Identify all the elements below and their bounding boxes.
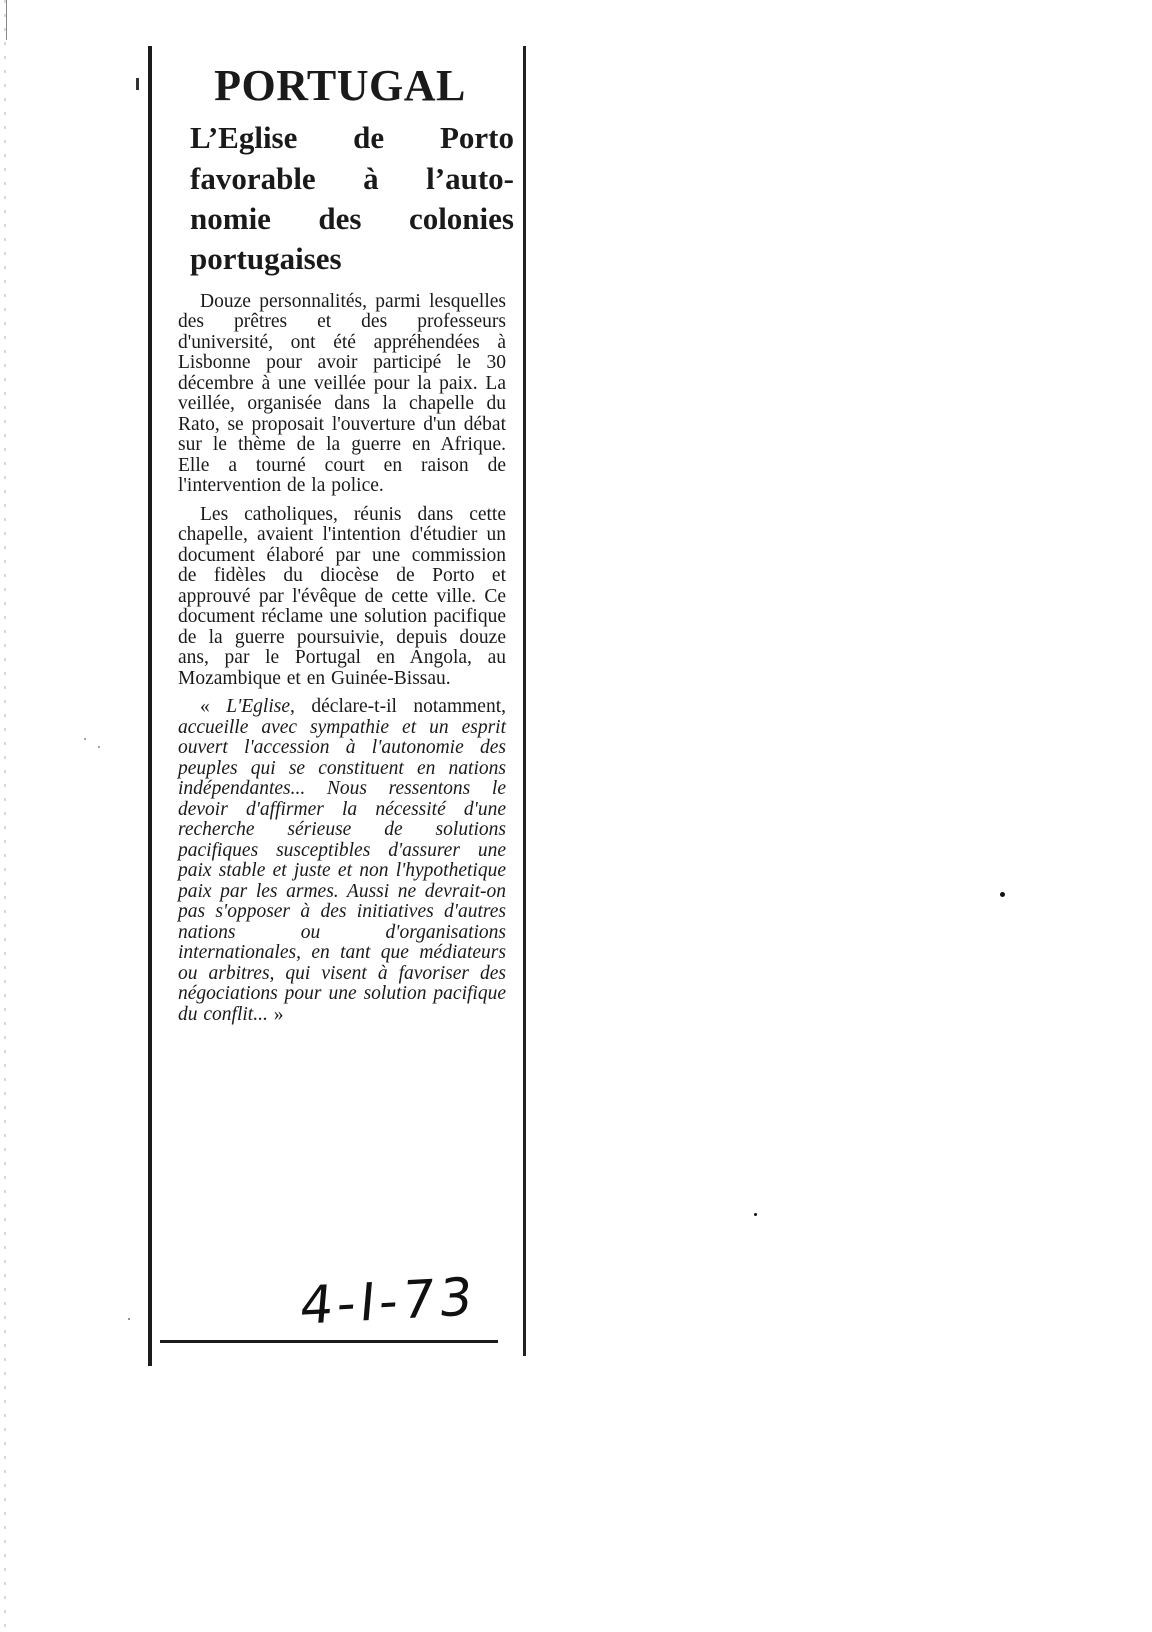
- scan-edge-noise: [4, 0, 6, 1632]
- paragraph-text: Douze personnalités, parmi lesquelles des prêtres et des professeurs d'université, ont été appréhendées à Lisbonne pour avoir participé le 30 décembre à une veillée pour la paix. La veillée, organisée dans la chapelle du Rato, se proposait l'ouverture d'un débat sur le thème de la guerre en Afrique. Elle a tourné court en raison de l'intervention de la police.: [178, 290, 506, 497]
- quote-body: accueille avec sympathie et un esprit ouvert l'accession à l'autonomie des peuples qui se constituent en nations indépendantes... Nous ressentons le devoir d'affirmer la nécessité d'une recherche sérieuse de solutions pacifiques susceptibles d'assurer une paix stable et juste et non l'hypothetique paix par les armes. Aussi ne devrait-on pas s'opposer à des initiatives d'autres nations ou d'organisations internationales, en tant que médiateurs ou arbitres, qui visent à favoriser des négociations pour une solution pacifique du conflit...: [178, 716, 506, 1025]
- paragraph-text: Les catholiques, réunis dans cette chapelle, avaient l'intention d'étudier un document élaboré par une commission de fidèles du diocèse de Porto et approuvé par l'évêque de cette ville. Ce document réclame une solution pacifique de la guerre poursuivie, depuis douze ans, par le Portugal en Angola, au Mozambique et en Guinée-Bissau.: [178, 503, 506, 689]
- clipping-left-border: [148, 46, 152, 1366]
- clipping-right-border: [523, 46, 526, 1356]
- article-headline: PORTUGAL: [214, 61, 466, 110]
- article-paragraph-2: [170, 505, 510, 690]
- article-subheadline: [190, 118, 514, 279]
- scan-edge-mark: [6, 0, 7, 40]
- quote-lead: L'Eglise,: [226, 696, 295, 718]
- subhead-line: nomie des colonies: [190, 200, 514, 236]
- ink-speck: [84, 738, 86, 740]
- quote-close-mark: »: [267, 1003, 284, 1025]
- quote-open-mark: «: [200, 696, 227, 718]
- ink-speck: [754, 1213, 757, 1216]
- article-quote-paragraph: [170, 697, 510, 1025]
- subhead-line: portugaises: [190, 241, 342, 277]
- ink-speck: [128, 1318, 130, 1320]
- ink-speck: [1000, 892, 1005, 897]
- article-paragraph-1: [170, 292, 510, 497]
- subhead-line: favorable à l’auto-: [190, 160, 514, 196]
- handwritten-date: 4-I-73: [297, 1267, 479, 1337]
- subhead-line: L’Eglise de Porto: [190, 120, 514, 156]
- newspaper-article: [170, 61, 514, 1033]
- clipping-corner-mark: [136, 78, 139, 90]
- clipping-bottom-rule: [160, 1340, 498, 1343]
- ink-speck: [98, 746, 100, 748]
- quote-text: [178, 697, 506, 1025]
- quote-intro: déclare-t-il notamment,: [294, 696, 506, 718]
